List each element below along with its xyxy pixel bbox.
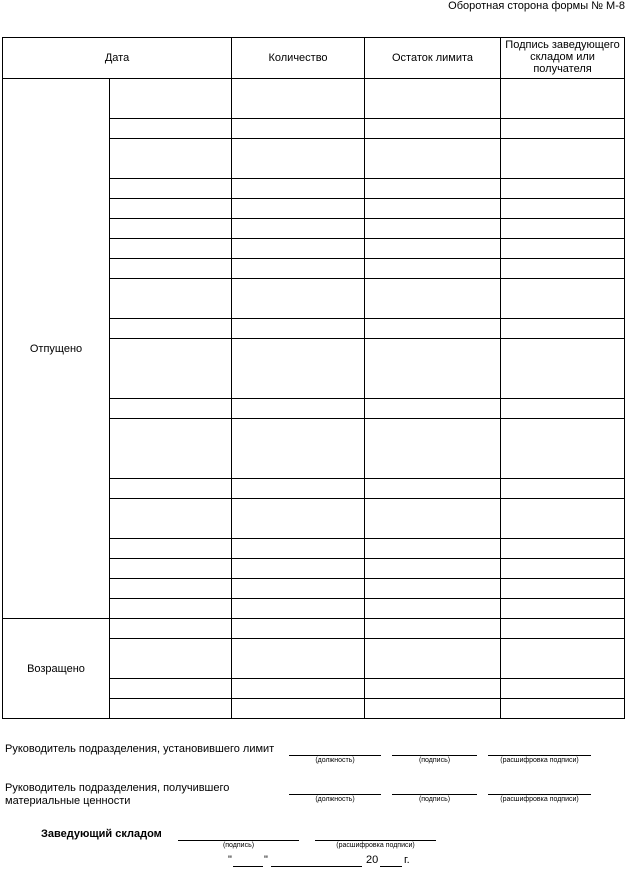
table-cell[interactable]	[365, 319, 501, 339]
table-cell[interactable]	[110, 219, 232, 239]
date-month-line	[271, 866, 362, 867]
table-cell[interactable]	[232, 539, 365, 559]
table-cell[interactable]	[232, 219, 365, 239]
section-label-issued: Отпущено	[3, 79, 110, 619]
table-cell[interactable]	[365, 499, 501, 539]
table-cell[interactable]	[365, 239, 501, 259]
table-cell[interactable]	[365, 639, 501, 679]
section-label-returned: Возращено	[3, 619, 110, 719]
table-cell[interactable]	[232, 619, 365, 639]
table-cell[interactable]	[501, 79, 625, 119]
table-cell[interactable]	[232, 139, 365, 179]
table-cell[interactable]	[232, 279, 365, 319]
table-cell[interactable]	[232, 579, 365, 599]
table-cell[interactable]	[232, 319, 365, 339]
table-cell[interactable]	[365, 79, 501, 119]
table-cell[interactable]	[110, 259, 232, 279]
table-cell[interactable]	[501, 259, 625, 279]
table-cell[interactable]	[365, 219, 501, 239]
table-cell[interactable]	[365, 619, 501, 639]
table-cell[interactable]	[501, 679, 625, 699]
table-cell[interactable]	[110, 119, 232, 139]
table-cell[interactable]	[232, 499, 365, 539]
column-header-signature: Подпись заведующего складом или получателя	[501, 38, 625, 79]
caption-signature: (подпись)	[418, 796, 451, 803]
table-cell[interactable]	[232, 259, 365, 279]
table-cell[interactable]	[501, 699, 625, 719]
warehouse-head-signature-line	[178, 840, 299, 841]
table-cell[interactable]	[232, 679, 365, 699]
column-header-date: Дата	[3, 38, 232, 79]
table-cell[interactable]	[232, 599, 365, 619]
table-cell[interactable]	[110, 319, 232, 339]
date-year-prefix: 20	[366, 854, 379, 866]
table-cell[interactable]	[365, 259, 501, 279]
table-cell[interactable]	[365, 139, 501, 179]
table-cell[interactable]	[110, 679, 232, 699]
table-cell[interactable]	[232, 399, 365, 419]
table-cell[interactable]	[501, 199, 625, 219]
table-cell[interactable]	[232, 119, 365, 139]
table-cell[interactable]	[501, 499, 625, 539]
table-cell[interactable]	[365, 119, 501, 139]
date-year-suffix: г.	[404, 854, 410, 866]
table-cell[interactable]	[110, 599, 232, 619]
table-cell[interactable]	[365, 399, 501, 419]
table-cell[interactable]	[365, 699, 501, 719]
limit-head-decode-line	[488, 755, 591, 756]
receiver-head-label-line2: материальные ценности	[5, 795, 131, 807]
table-cell[interactable]	[501, 239, 625, 259]
table-cell[interactable]	[110, 79, 232, 119]
table-cell[interactable]	[501, 319, 625, 339]
table-cell[interactable]	[365, 679, 501, 699]
table-cell[interactable]	[110, 619, 232, 639]
table-cell[interactable]	[232, 479, 365, 499]
table-cell[interactable]	[365, 479, 501, 499]
table-cell[interactable]	[501, 179, 625, 199]
table-cell[interactable]	[232, 639, 365, 679]
table-cell[interactable]	[110, 699, 232, 719]
table-cell[interactable]	[501, 619, 625, 639]
table-cell[interactable]	[365, 339, 501, 399]
date-open-quote: "	[228, 854, 232, 866]
table-cell[interactable]	[232, 699, 365, 719]
table-cell[interactable]	[501, 139, 625, 179]
table-cell[interactable]	[365, 539, 501, 559]
receiver-head-position-line	[289, 794, 381, 795]
caption-signature: (подпись)	[418, 757, 451, 764]
table-cell[interactable]	[365, 419, 501, 479]
limit-head-position-line	[289, 755, 381, 756]
table-cell[interactable]	[232, 79, 365, 119]
table-header-row	[3, 38, 625, 79]
column-header-limit-remainder: Остаток лимита	[365, 38, 501, 79]
limit-card-table	[2, 37, 625, 719]
date-year-line	[380, 866, 402, 867]
table-cell[interactable]	[501, 579, 625, 599]
table-cell[interactable]	[232, 419, 365, 479]
table-cell[interactable]	[110, 199, 232, 219]
table-cell[interactable]	[501, 539, 625, 559]
table-cell[interactable]	[110, 279, 232, 319]
table-cell[interactable]	[365, 579, 501, 599]
table-cell[interactable]	[365, 279, 501, 319]
form-header: Оборотная сторона формы № М-8	[448, 0, 625, 12]
table-cell[interactable]	[365, 599, 501, 619]
table-cell[interactable]	[501, 599, 625, 619]
receiver-head-signature-line	[392, 794, 477, 795]
limit-head-label: Руководитель подразделения, установившего лимит	[5, 743, 275, 755]
limit-head-signature-line	[392, 755, 477, 756]
table-cell[interactable]	[110, 479, 232, 499]
date-close-quote: "	[264, 854, 268, 866]
table-cell[interactable]	[232, 559, 365, 579]
table-cell[interactable]	[232, 199, 365, 219]
table-cell[interactable]	[110, 339, 232, 399]
table-cell[interactable]	[232, 339, 365, 399]
table-cell[interactable]	[110, 239, 232, 259]
table-cell[interactable]	[110, 579, 232, 599]
table-cell[interactable]	[501, 559, 625, 579]
table-cell[interactable]	[501, 419, 625, 479]
table-cell[interactable]	[501, 219, 625, 239]
table-cell[interactable]	[232, 179, 365, 199]
table-cell[interactable]	[110, 539, 232, 559]
table-cell[interactable]	[501, 279, 625, 319]
caption-decode: (расшифровка подписи)	[500, 757, 579, 764]
table-cell[interactable]	[110, 179, 232, 199]
date-day-line	[233, 866, 263, 867]
table-cell[interactable]	[501, 639, 625, 679]
table-cell[interactable]	[110, 559, 232, 579]
caption-signature: (подпись)	[222, 842, 255, 849]
table-cell[interactable]	[110, 639, 232, 679]
receiver-head-decode-line	[488, 794, 591, 795]
column-header-quantity: Количество	[232, 38, 365, 79]
table-cell[interactable]	[232, 239, 365, 259]
warehouse-head-decode-line	[315, 840, 436, 841]
table-cell[interactable]	[110, 139, 232, 179]
receiver-head-label-line1: Руководитель подразделения, получившего	[5, 782, 230, 794]
table-cell[interactable]	[501, 119, 625, 139]
table-cell[interactable]	[365, 199, 501, 219]
table-cell[interactable]	[501, 399, 625, 419]
table-cell[interactable]	[365, 559, 501, 579]
caption-position: (должность)	[315, 796, 355, 803]
table-cell[interactable]	[110, 419, 232, 479]
caption-decode: (расшифровка подписи)	[336, 842, 415, 849]
table-cell[interactable]	[501, 479, 625, 499]
table-cell[interactable]	[110, 399, 232, 419]
warehouse-head-label: Заведующий складом	[41, 828, 162, 840]
caption-decode: (расшифровка подписи)	[500, 796, 579, 803]
table-cell[interactable]	[501, 339, 625, 399]
table-row	[3, 619, 625, 639]
table-row	[3, 79, 625, 119]
table-cell[interactable]	[365, 179, 501, 199]
caption-position: (должность)	[315, 757, 355, 764]
table-cell[interactable]	[110, 499, 232, 539]
